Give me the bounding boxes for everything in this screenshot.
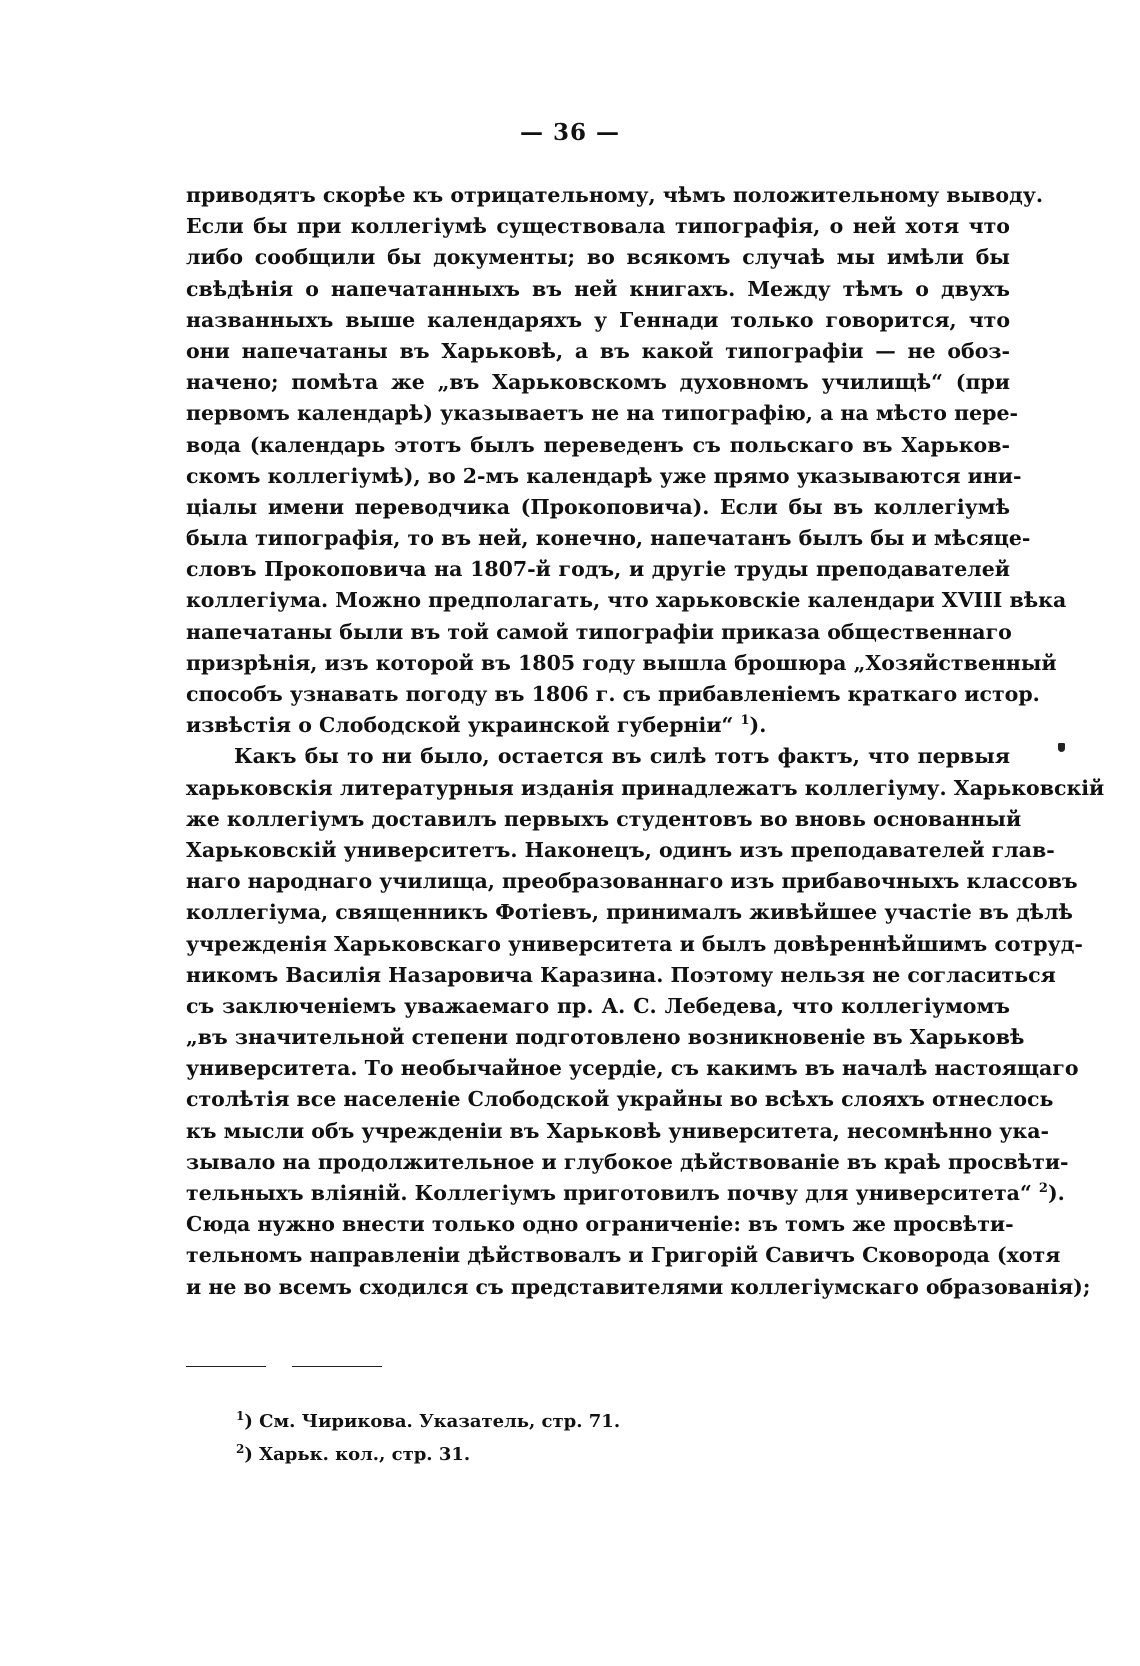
- text-line: первомъ календарѣ) указываетъ не на типографію, а на мѣсто пере-: [186, 401, 1019, 426]
- line-text: тельныхъ вліяній. Коллегіумъ приготовилъ почву для университета“: [186, 1181, 1032, 1205]
- text-line: тельномъ направленіи дѣйствовалъ и Григорій Савичъ Сковорода (хотя: [186, 1243, 1061, 1268]
- text-line: къ мысли объ учрежденіи въ Харьковѣ университета, несомнѣнно ука-: [186, 1118, 1049, 1143]
- text-line: они напечатаны въ Харьковѣ, а въ какой типографіи — не обоз-: [186, 338, 1010, 363]
- footnote-separator: [292, 1366, 382, 1367]
- text-line: „въ значительной степени подготовлено возникновеніе въ Харьковѣ: [186, 1025, 1025, 1050]
- footnote-text: ) См. Чирикова. Указатель, стр. 71.: [244, 1411, 621, 1432]
- footnote-2: [236, 1438, 620, 1471]
- footnote-marker: 1: [236, 1409, 245, 1423]
- text-line: скомъ коллегіумѣ), во 2-мъ календарѣ уже прямо указываются ини-: [186, 463, 1022, 488]
- footnote-ref-1: 1: [740, 713, 750, 729]
- page-number: — 36 —: [519, 119, 621, 146]
- line-end: ).: [1047, 1181, 1065, 1205]
- text-line: начено; помѣта же „въ Харьковскомъ духовномъ училищѣ“ (при: [186, 370, 1010, 395]
- margin-ink-mark: [1058, 743, 1065, 752]
- text-line: Если бы при коллегіумѣ существовала типографія, о ней хотя что: [186, 214, 1010, 239]
- text-line: учрежденія Харьковскаго университета и былъ довѣреннѣйшимъ сотруд-: [186, 931, 1083, 956]
- text-line: же коллегіумъ доставилъ первыхъ студентовъ во вновь основанный: [186, 806, 1022, 831]
- text-line: коллегіума, священникъ Фотіевъ, принималъ живѣйшее участіе въ дѣлѣ: [186, 900, 1073, 925]
- text-line: [186, 710, 1010, 741]
- text-line: приводятъ скорѣе къ отрицательному, чѣмъ положительному выводу.: [186, 183, 1044, 207]
- text-line: Сюда нужно внести только одно ограниченіе: въ томъ же просвѣти-: [186, 1212, 1014, 1237]
- text-line: [186, 741, 1010, 772]
- footnotes: [236, 1405, 620, 1471]
- footnote-text: ) Харьк. кол., стр. 31.: [244, 1444, 471, 1465]
- footnote-marker: 2: [236, 1442, 245, 1456]
- text-line: способъ узнавать погоду въ 1806 г. съ прибавленіемъ краткаго истор.: [186, 682, 1040, 706]
- text-line: словъ Прокоповича на 1807-й годъ, и другіе труды преподавателей: [186, 557, 1010, 582]
- text-line: университета. То необычайное усердіе, съ какимъ въ началѣ настоящаго: [186, 1056, 1079, 1081]
- text-line: [186, 1178, 1065, 1209]
- text-line: свѣдѣнія о напечатанныхъ въ ней книгахъ. Между тѣмъ о двухъ: [186, 276, 1010, 301]
- text-line: наго народнаго училища, преобразованнаго изъ прибавочныхъ классовъ: [186, 869, 1078, 894]
- text-line: зывало на продолжительное и глубокое дѣйствованіе въ краѣ просвѣти-: [186, 1149, 1069, 1174]
- text-line: харьковскія литературныя изданія принадлежатъ коллегіуму. Харьковскій: [186, 775, 1105, 800]
- footnote-separator: [186, 1366, 266, 1367]
- text-line: либо сообщили бы документы; во всякомъ случаѣ мы имѣли бы: [186, 245, 1010, 270]
- text-line: была типографія, то въ ней, конечно, напечатанъ былъ бы и мѣсяце-: [186, 526, 1031, 551]
- body-text: [186, 180, 1105, 1303]
- text-line: ціалы имени переводчика (Прокоповича). Если бы въ коллегіумѣ: [186, 494, 1010, 519]
- text-line: напечатаны были въ той самой типографіи приказа общественнаго: [186, 619, 1012, 644]
- line-end: ).: [749, 713, 767, 738]
- text-line: столѣтія все населеніе Слободской украйны во всѣхъ слояхъ отнеслось: [186, 1087, 1054, 1112]
- line-text: извѣстія о Слободской украинской губерніи“: [186, 713, 734, 738]
- text-line: названныхъ выше календаряхъ у Геннади только говорится, что: [186, 307, 1010, 332]
- text-line: коллегіума. Можно предполагать, что харьковскіе календари XVIII вѣка: [186, 588, 1067, 613]
- text-line: Харьковскій университетъ. Наконецъ, одинъ изъ преподавателей глав-: [186, 837, 1055, 862]
- text-line: и не во всемъ сходился съ представителями коллегіумскаго образованія);: [186, 1274, 1091, 1299]
- text-line: никомъ Василія Назаровича Каразина. Поэтому нельзя не согласиться: [186, 962, 1056, 987]
- text-line: съ заключеніемъ уважаемаго пр. А. С. Лебедева, что коллегіумомъ: [186, 993, 1010, 1018]
- footnote-ref-2: 2: [1038, 1181, 1048, 1196]
- footnote-1: [236, 1405, 620, 1438]
- line-text: Какъ бы то ни было, остается въ силѣ тотъ фактъ, что первыя: [234, 744, 1010, 769]
- text-line: вода (календарь этотъ былъ переведенъ съ польскаго въ Харьков-: [186, 432, 1010, 457]
- text-line: призрѣнія, изъ которой въ 1805 году вышла брошюра „Хозяйственный: [186, 650, 1057, 675]
